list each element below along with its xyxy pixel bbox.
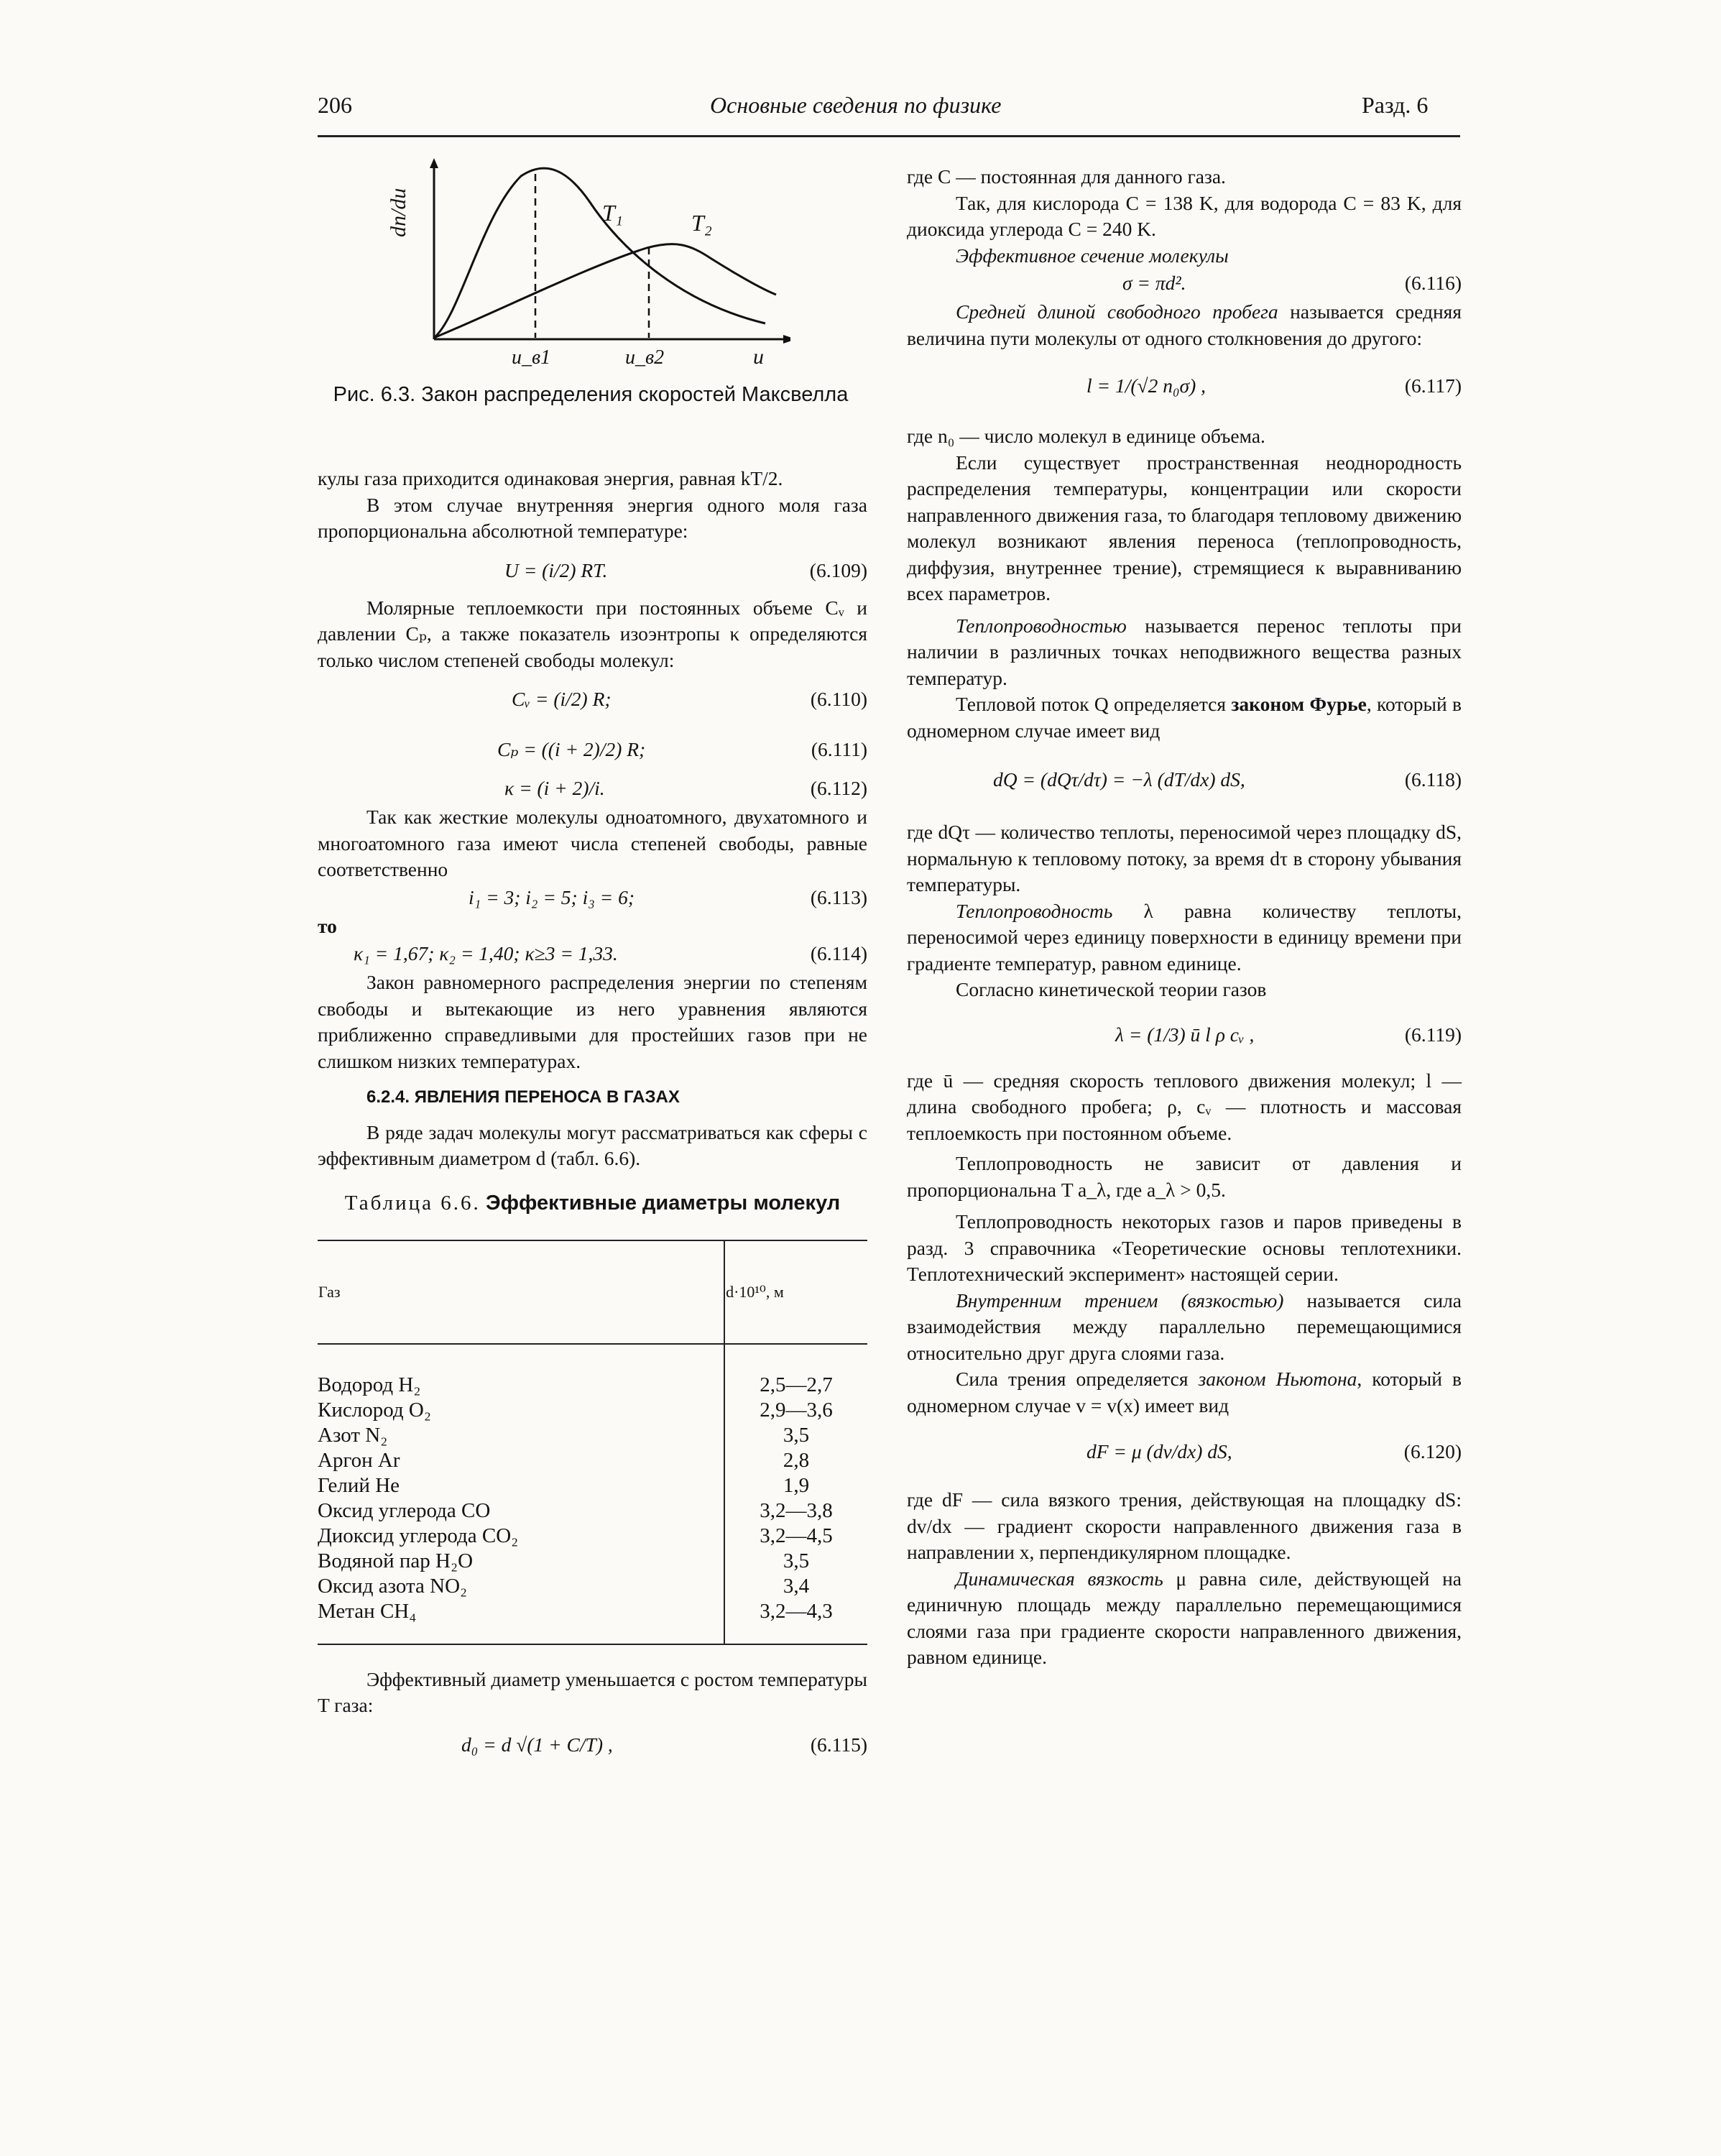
right-p16-a: Сила трения определяется [956, 1368, 1199, 1390]
equation-6-110 [318, 673, 867, 724]
newton-law: законом Ньютона [1198, 1368, 1357, 1390]
gas-cell: Аргон Ar [318, 1448, 724, 1473]
diameters-table [318, 1240, 867, 1645]
gas-cell: Оксид азота NO₂ [318, 1574, 724, 1599]
table-row [318, 1398, 867, 1423]
eq-number: (6.114) [810, 942, 867, 964]
right-p11: Согласно кинетической теории газов [956, 978, 1267, 1000]
right-p18-rest: μ равна силе, действующей на единичную площадь между параллельно перемещающимися слоями газа при градиенте скорости направленного движения, равном единице. [907, 1567, 1462, 1668]
eq-formula: Cᵥ = (i/2) R; [512, 688, 612, 710]
equation-6-119 [907, 1003, 1462, 1068]
table-row [318, 1473, 867, 1498]
tick-label-u2: u_в2 [625, 346, 665, 369]
diameter-cell: 3,5 [783, 1423, 810, 1447]
table-row [318, 1549, 867, 1574]
diameter-cell: 2,9—3,6 [760, 1398, 833, 1422]
eq-number: (6.115) [810, 1733, 867, 1756]
gas-cell: Диоксид углерода CO₂ [318, 1524, 724, 1549]
eq-number: (6.112) [810, 777, 867, 799]
table-row [318, 1448, 867, 1473]
eq-formula: U = (i/2) RT. [504, 558, 608, 581]
equation-6-109 [318, 545, 867, 595]
term-thermal-conductivity: Теплопроводностью [956, 614, 1127, 637]
figure-caption: Рис. 6.3. Закон распределения скоростей Максвелла [333, 383, 849, 406]
right-p15 [907, 1288, 1462, 1367]
eq-number: (6.118) [1404, 768, 1462, 791]
right-p4 [907, 299, 1462, 351]
eq-formula: Cₚ = ((i + 2)/2) R; [497, 738, 646, 760]
table-caption-prefix: Таблица 6.6. [344, 1191, 481, 1215]
eq-formula: dQ = (dQτ/dτ) = −λ (dT/dx) dS, [993, 768, 1245, 791]
table-row [318, 1423, 867, 1448]
page-number: 206 [318, 92, 352, 118]
right-p18 [907, 1566, 1462, 1671]
diameter-cell: 3,2—3,8 [760, 1498, 833, 1522]
left-p1: кулы газа приходится одинаковая энергия, равная kT/2. [318, 467, 783, 489]
gas-cell: Водяной пар H₂O [318, 1549, 724, 1574]
table-header-row [318, 1240, 867, 1344]
left-column [318, 466, 867, 1769]
eq-number: (6.120) [1403, 1440, 1462, 1462]
eq-formula: σ = πd². [1122, 272, 1186, 294]
term-conductivity: Теплопроводность [956, 899, 1113, 922]
term-free-path: Средней длиной свободного пробега [956, 300, 1278, 323]
right-p15-rest: называется сила взаимодействия между параллельно перемещающимися относительно друг друга слоями газа. [907, 1289, 1462, 1364]
diameter-cell: 2,8 [783, 1448, 810, 1472]
gas-cell: Кислород O₂ [318, 1398, 724, 1423]
equation-6-118 [907, 744, 1462, 819]
eq-formula: l = 1/(√2 n₀σ) , [1086, 374, 1206, 397]
running-title: Основные сведения по физике [710, 92, 1002, 118]
table-row [318, 1344, 867, 1398]
right-p8 [907, 691, 1462, 744]
equation-6-117 [907, 351, 1462, 423]
eq-number: (6.119) [1404, 1023, 1462, 1046]
gas-cell: Гелий He [318, 1473, 724, 1498]
eq-formula: κ₁ = 1,67; κ₂ = 1,40; κ≥3 = 1,33. [354, 942, 618, 964]
left-p5: Закон равномерного распределения энергии по степеням свободы и вытекающие из него уравнения являются приближенно справедливыми для простейших газов при не слишком низких температурах. [318, 971, 867, 1072]
left-p3: Молярные теплоемкости при постоянных объеме Cᵥ и давлении Cₚ, а также показатель изоэнтропы κ определяются только числом степеней свободы молекул: [318, 596, 867, 671]
curve-t2 [434, 244, 776, 338]
table-row [318, 1574, 867, 1599]
left-p7: Эффективный диаметр уменьшается с ростом температуры T газа: [318, 1667, 867, 1716]
right-p16-b: , который в одномерном случае v = v(x) имеет вид [907, 1368, 1462, 1416]
equation-6-115 [318, 1719, 867, 1769]
eq-number: (6.116) [1404, 272, 1462, 294]
right-p12: где ū — средняя скорость теплового движения молекул; l — длина свободного пробега; ρ, cᵥ — плотность и массовая теплоемкость при постоянном объеме. [907, 1069, 1462, 1144]
diameter-cell: 3,2—4,5 [760, 1524, 833, 1547]
eq-number: (6.111) [811, 738, 867, 760]
col-header-diameter: d·10¹⁰, м [724, 1240, 867, 1344]
term-viscosity: Внутренним трением (вязкостью) [956, 1289, 1284, 1312]
gas-cell: Азот N₂ [318, 1423, 724, 1448]
section-heading: 6.2.4. ЯВЛЕНИЯ ПЕРЕНОСА В ГАЗАХ [366, 1087, 680, 1107]
eq-formula: dF = μ (dv/dx) dS, [1086, 1440, 1232, 1462]
left-p2: В этом случае внутренняя энергия одного моля газа пропорциональна абсолютной температуре: [318, 493, 867, 542]
diameter-cell: 3,2—4,3 [724, 1599, 867, 1644]
right-p2: Так, для кислорода C = 138 K, для водорода C = 83 K, для диоксида углерода C = 240 K. [907, 191, 1462, 240]
table-caption [318, 1191, 867, 1215]
diameter-cell: 3,4 [783, 1574, 810, 1598]
table-row [318, 1524, 867, 1549]
curve-label-t1: T₁ [602, 200, 623, 226]
x-axis-arrow [783, 335, 790, 344]
eq-number: (6.110) [810, 688, 867, 710]
right-p17: где dF — сила вязкого трения, действующая на площадку dS: dv/dx — градиент скорости направленного движения газа в направлении x, перпендикулярном площадке. [907, 1488, 1462, 1563]
right-p9: где dQτ — количество теплоты, переносимой через площадку dS, нормальную к тепловому потоку, за время dτ в сторону убывания температуры. [907, 821, 1462, 895]
y-axis-arrow [430, 158, 438, 168]
right-p5: где n₀ — число молекул в единице объема. [907, 425, 1265, 447]
col-header-gas: Газ [318, 1240, 724, 1344]
right-p7-rest: называется перенос теплоты при наличии в различных точках неподвижного вещества разных температур. [907, 614, 1462, 689]
right-p1: где C — постоянная для данного газа. [907, 165, 1226, 188]
equation-6-114 [318, 939, 867, 969]
gas-cell: Оксид углерода CO [318, 1498, 724, 1524]
y-axis-label: dn/du [387, 188, 410, 237]
left-p6: В ряде задач молекулы могут рассматриваться как сферы с эффективным диаметром d (табл. 6.6). [318, 1120, 867, 1169]
right-p13: Теплопроводность не зависит от давления и пропорциональна T a_λ, где a_λ > 0,5. [907, 1152, 1462, 1201]
gas-cell: Метан CH₄ [318, 1599, 724, 1644]
diameter-cell: 1,9 [783, 1473, 810, 1497]
right-p8-b: , который в одномерном случае имеет вид [907, 693, 1462, 742]
right-p6: Если существует пространственная неоднородность распределения температуры, концентрации или скорости направленного движения газа, то благодаря тепловому движению молекул возникают явления переноса (теплопроводность, диффузия, внутреннее трение), стремящиеся к выравниванию всех параметров. [907, 451, 1462, 604]
equation-6-120 [907, 1419, 1462, 1487]
right-p10-rest: λ равна количеству теплоты, переносимой через единицу поверхности в единицу времени при градиенте температур, равном единице. [907, 899, 1462, 975]
table-row [318, 1498, 867, 1524]
eq-formula: κ = (i + 2)/i. [504, 777, 605, 799]
equation-6-111 [318, 724, 867, 774]
fourier-law: законом Фурье [1231, 693, 1367, 715]
tick-label-u1: u_в1 [512, 346, 551, 369]
equation-6-113 [318, 883, 867, 913]
curve-t1 [434, 168, 765, 338]
left-p4: Так как жесткие молекулы одноатомного, двухатомного и многоатомного газа имеют числа степеней свободы, равные соответственно [318, 806, 867, 880]
table-row [318, 1599, 867, 1644]
right-p10 [907, 898, 1462, 977]
right-p3: Эффективное сечение молекулы [956, 244, 1229, 267]
right-p8-a: Тепловой поток Q определяется [956, 693, 1232, 715]
then-word: то [318, 914, 337, 937]
right-p14: Теплопроводность некоторых газов и паров приведены в разд. 3 справочника «Теоретические основы теплотехники. Теплотехнический эксперимент» настоящей серии. [907, 1210, 1462, 1285]
x-axis-label: u [753, 345, 764, 369]
diameter-cell: 3,5 [783, 1549, 810, 1572]
section-label: Разд. 6 [1362, 92, 1429, 118]
eq-number: (6.109) [809, 558, 867, 581]
eq-formula: i₁ = 3; i₂ = 5; i₃ = 6; [469, 885, 635, 908]
right-column [907, 164, 1462, 1671]
table-wrapper [318, 1240, 867, 1645]
eq-formula: d₀ = d √(1 + C/T) , [461, 1733, 613, 1756]
header-rule [318, 135, 1460, 137]
diameter-cell: 2,5—2,7 [760, 1373, 833, 1396]
maxwell-figure [374, 158, 790, 381]
maxwell-distribution-plot [374, 158, 790, 381]
right-p16 [907, 1366, 1462, 1419]
eq-number: (6.113) [810, 885, 867, 908]
eq-formula: λ = (1/3) ū l ρ cᵥ , [1115, 1023, 1255, 1046]
equation-6-112 [318, 774, 867, 804]
eq-number: (6.117) [1404, 374, 1462, 397]
right-p7 [907, 613, 1462, 692]
curve-label-t2: T₂ [691, 210, 712, 236]
equation-6-116 [907, 269, 1462, 299]
right-p4-rest: называется средняя величина пути молекулы от одного столкновения до другого: [907, 300, 1462, 349]
table-caption-title: Эффективные диаметры молекул [486, 1191, 841, 1215]
term-dynamic-viscosity: Динамическая вязкость [956, 1567, 1163, 1590]
gas-cell: Водород H₂ [318, 1344, 724, 1398]
